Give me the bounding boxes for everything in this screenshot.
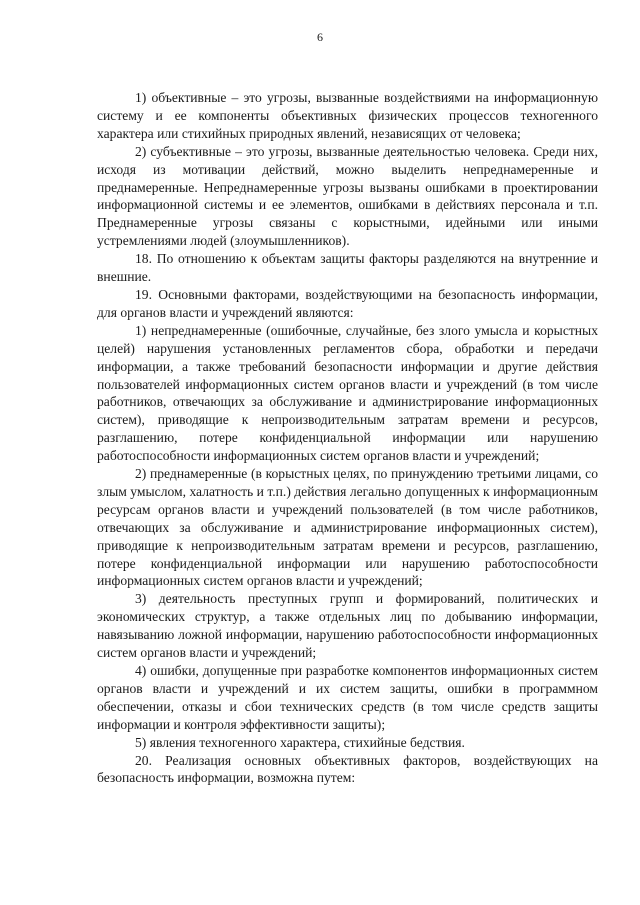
- paragraph-item-18: 18. По отношению к объектам защиты факторы разделяются на внутренние и внешние.: [97, 251, 598, 285]
- paragraph-factor-3: 3) деятельность преступных групп и формирований, политических и экономических структур, а также отдельных лиц по добыванию информации, навязыванию ложной информации, нарушению работоспособности информационных систем органов власти и учреждений;: [97, 591, 598, 661]
- paragraph-objective-threats: 1) объективные – это угрозы, вызванные воздействиями на информационную систему и ее компоненты объективных физических процессов техногенного характера или стихийных природных явлений, независящих от человека;: [97, 90, 598, 141]
- paragraph-subjective-threats: 2) субъективные – это угрозы, вызванные деятельностью человека. Среди них, исходя из мотивации действий, можно выделить непреднамеренные и преднамеренные. Непреднамеренные угрозы вызваны ошибками в проектировании информационной системы и ее элементов, ошибками в действиях персонала и т.п. Преднамеренные угрозы связаны с корыстными, идейными или иными устремлениями людей (злоумышленников).: [97, 143, 598, 249]
- document-body: [97, 89, 598, 787]
- paragraph-factor-4: 4) ошибки, допущенные при разработке компонентов информационных систем органов власти и учреждений и их систем защиты, ошибки в программном обеспечении, отказы и сбои технических средств (в том числе средств защиты информации и контроля эффективности защиты);: [97, 663, 598, 732]
- paragraph-factor-1: 1) непреднамеренные (ошибочные, случайные, без злого умысла и корыстных целей) нарушения установленных регламентов сбора, обработки и передачи информации, а также требований безопасности информации и другие действия пользователей информационных систем органов власти и учреждений (в том числе работников, отвечающих за обслуживание и администрирование информационных систем), приводящие к непроизводительным затратам времени и ресурсов, разглашению, потере конфиденциальной информации или нарушению работоспособности информационных систем органов власти и учреждений;: [97, 322, 598, 464]
- paragraph-factor-2: 2) преднамеренные (в корыстных целях, по принуждению третьими лицами, со злым умыслом, халатность и т.п.) действия легально допущенных к информационным ресурсам органов власти и учреждений пользователей (в том числе работников, отвечающих за обслуживание и администрирование информационных систем), приводящие к непроизводительным затратам времени и ресурсов, разглашению, потере конфиденциальной информации или нарушению работоспособности информационных систем органов власти и учреждений;: [97, 466, 598, 589]
- paragraph-factor-5: 5) явления техногенного характера, стихийные бедствия.: [135, 734, 465, 750]
- paragraph-item-20: 20. Реализация основных объективных факторов, воздействующих на безопасность информации, возможна путем:: [97, 752, 598, 786]
- page-number: 6: [317, 30, 323, 44]
- paragraph-item-19: 19. Основными факторами, воздействующими на безопасность информации, для органов власти и учреждений являются:: [97, 286, 598, 320]
